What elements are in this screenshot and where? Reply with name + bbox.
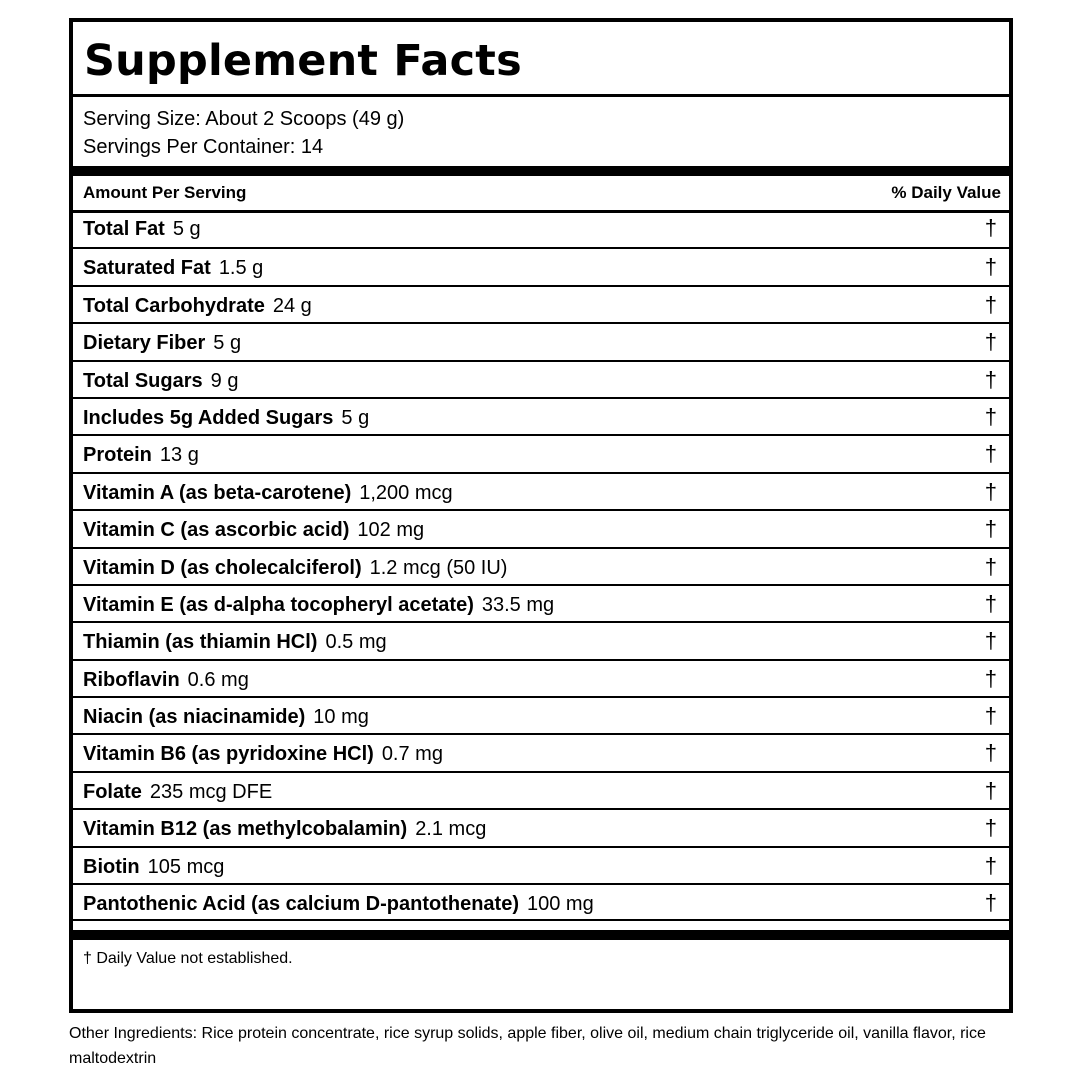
nutrient-amount: 1.2 mcg (50 IU) (369, 556, 508, 579)
row-label (83, 892, 594, 916)
row-label (83, 331, 241, 355)
nutrient-name: Vitamin C (as ascorbic acid) (83, 519, 350, 542)
nutrient-amount: 5 g (172, 218, 201, 240)
column-header (73, 176, 1009, 213)
nutrient-name: Pantothenic Acid (as calcium D-pantothenate) (83, 893, 519, 916)
panel-title: Supplement Facts (84, 36, 522, 86)
servings-per-container: Servings Per Container: 14 (83, 136, 324, 158)
daily-value-dagger: † (984, 329, 997, 355)
daily-value-dagger: † (984, 254, 997, 280)
table-row (73, 846, 1009, 883)
table-row (73, 733, 1009, 770)
table-row (73, 285, 1009, 322)
serving-size: Serving Size: About 2 Scoops (49 g) (83, 108, 405, 130)
table-row (73, 808, 1009, 845)
table-row (73, 584, 1009, 621)
nutrient-amount: 0.6 mg (187, 668, 249, 691)
daily-value-dagger: † (984, 665, 997, 691)
daily-value-dagger: † (984, 441, 997, 467)
row-label (83, 742, 443, 766)
table-row (73, 434, 1009, 471)
daily-value-dagger: † (984, 478, 997, 504)
table-row (73, 883, 1009, 920)
daily-value-dagger: † (984, 777, 997, 803)
nutrient-name: Biotin (83, 855, 140, 878)
nutrient-name: Folate (83, 780, 142, 803)
thin-divider (73, 919, 1009, 921)
nutrient-name: Total Sugars (83, 369, 203, 392)
nutrient-amount: 105 mcg (147, 855, 225, 878)
row-label (83, 256, 263, 280)
nutrient-amount: 5 g (213, 332, 242, 355)
daily-value-dagger: † (984, 366, 997, 392)
nutrient-name: Includes 5g Added Sugars (83, 406, 334, 429)
amount-per-serving-header: Amount Per Serving (83, 183, 247, 202)
nutrient-amount: 2.1 mcg (415, 818, 487, 841)
daily-value-dagger: † (984, 215, 997, 240)
daily-value-dagger: † (984, 403, 997, 429)
daily-value-dagger: † (984, 590, 997, 616)
daily-value-dagger: † (984, 628, 997, 654)
nutrient-name: Dietary Fiber (83, 332, 206, 355)
table-row (73, 210, 1009, 247)
row-label (83, 855, 224, 879)
nutrient-amount: 0.5 mg (325, 631, 387, 654)
nutrient-table (73, 210, 1009, 920)
nutrient-name: Total Fat (83, 218, 165, 240)
daily-value-dagger: † (984, 516, 997, 542)
nutrient-amount: 10 mg (313, 706, 369, 729)
row-label (83, 369, 238, 393)
row-label (83, 217, 201, 241)
nutrient-amount: 9 g (210, 369, 239, 392)
thick-divider-bottom (73, 930, 1009, 940)
daily-value-dagger: † (984, 852, 997, 878)
table-row (73, 621, 1009, 658)
daily-value-dagger: † (984, 291, 997, 317)
nutrient-amount: 33.5 mg (481, 593, 555, 616)
row-label (83, 630, 387, 654)
row-label (83, 817, 486, 841)
nutrient-name: Vitamin A (as beta-carotene) (83, 481, 352, 504)
row-label (83, 556, 507, 580)
supplement-facts-panel (69, 18, 1013, 1013)
footnote: † Daily Value not established. (83, 950, 293, 967)
daily-value-header: % Daily Value (891, 183, 1001, 202)
nutrient-amount: 0.7 mg (381, 743, 443, 766)
row-label (83, 780, 272, 804)
table-row (73, 771, 1009, 808)
nutrient-amount: 102 mg (357, 519, 425, 542)
table-row (73, 472, 1009, 509)
table-row (73, 360, 1009, 397)
nutrient-amount: 24 g (272, 294, 312, 317)
nutrient-name: Niacin (as niacinamide) (83, 706, 306, 729)
row-label (83, 481, 453, 505)
other-ingredients: Other Ingredients: Rice protein concentrate, rice syrup solids, apple fiber, olive oil, medium chain triglyceride oil, vanilla flavor, rice maltodextrin (69, 1025, 986, 1067)
nutrient-name: Vitamin E (as d-alpha tocopheryl acetate) (83, 593, 474, 616)
table-row (73, 322, 1009, 359)
title-box (73, 22, 1009, 97)
serving-info (73, 97, 1009, 166)
nutrient-name: Total Carbohydrate (83, 294, 265, 317)
daily-value-dagger: † (984, 890, 997, 916)
nutrient-amount: 100 mg (527, 893, 594, 916)
table-row (73, 696, 1009, 733)
nutrient-name: Protein (83, 444, 152, 467)
daily-value-dagger: † (984, 740, 997, 766)
table-row (73, 659, 1009, 696)
nutrient-amount: 235 mcg DFE (149, 780, 273, 803)
nutrient-name: Thiamin (as thiamin HCl) (83, 631, 318, 654)
table-row (73, 247, 1009, 284)
thick-divider (73, 166, 1009, 176)
row-label (83, 443, 199, 467)
row-label (83, 705, 369, 729)
daily-value-dagger: † (984, 815, 997, 841)
row-label (83, 294, 312, 318)
nutrient-name: Saturated Fat (83, 257, 211, 280)
nutrient-amount: 1.5 g (218, 257, 264, 280)
row-label (83, 593, 554, 617)
nutrient-amount: 5 g (341, 406, 370, 429)
daily-value-dagger: † (984, 703, 997, 729)
nutrient-name: Vitamin B12 (as methylcobalamin) (83, 818, 408, 841)
nutrient-amount: 13 g (159, 444, 199, 467)
nutrient-amount: 1,200 mcg (359, 481, 453, 504)
nutrient-name: Riboflavin (83, 668, 180, 691)
table-row (73, 509, 1009, 546)
table-row (73, 547, 1009, 584)
row-label (83, 406, 369, 430)
nutrient-name: Vitamin D (as cholecalciferol) (83, 556, 362, 579)
nutrient-name: Vitamin B6 (as pyridoxine HCl) (83, 743, 374, 766)
daily-value-dagger: † (984, 553, 997, 579)
table-row (73, 397, 1009, 434)
row-label (83, 668, 249, 692)
row-label (83, 518, 424, 542)
